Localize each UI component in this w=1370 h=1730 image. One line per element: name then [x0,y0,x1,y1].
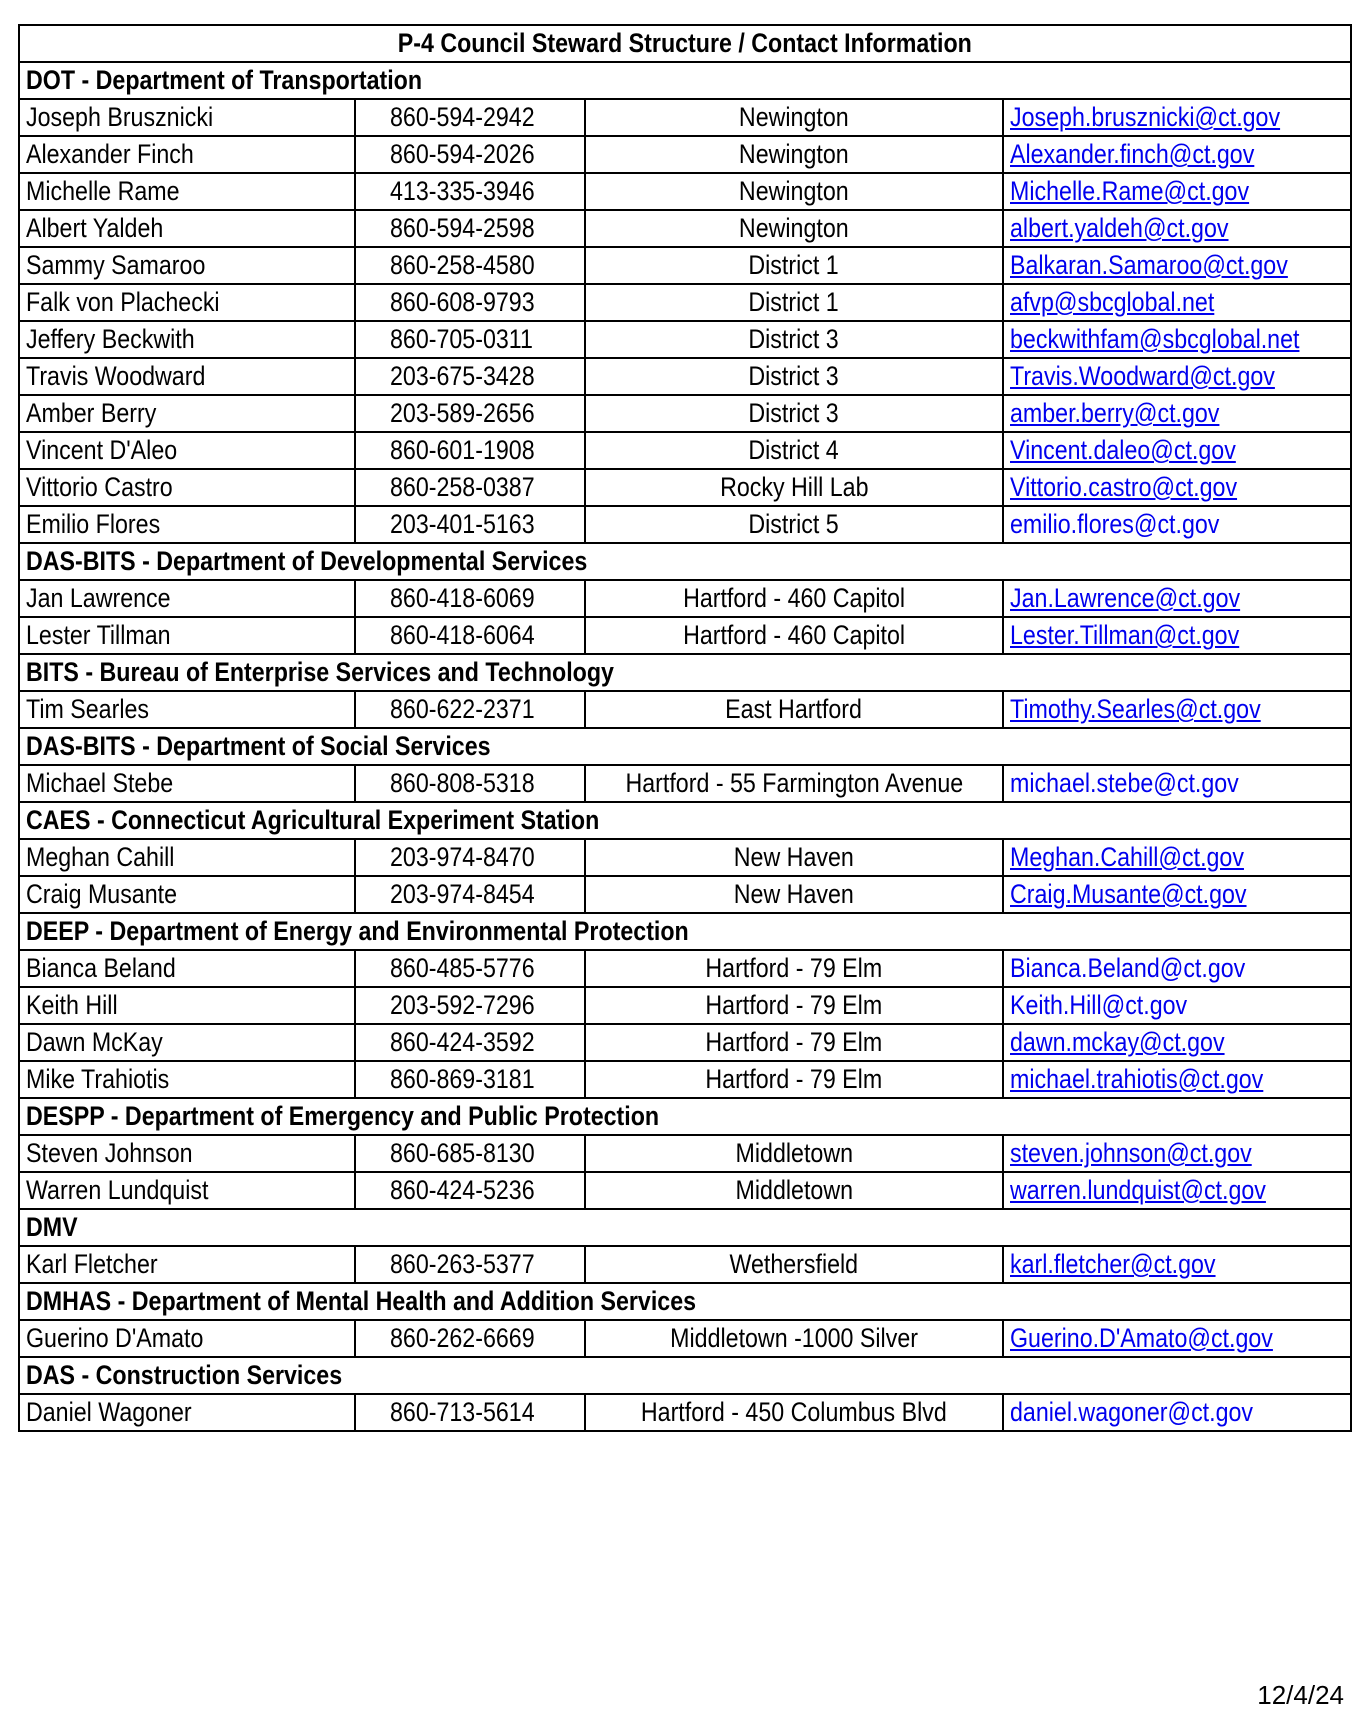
contact-name: Joseph Brusznicki [26,102,214,132]
phone-cell [355,1135,585,1172]
contact-email-link[interactable]: Vincent.daleo@ct.gov [1010,435,1236,465]
contact-row [19,839,1351,876]
section-header-row [19,913,1351,950]
contact-location: Hartford - 450 Columbus Blvd [641,1397,947,1427]
contact-row [19,1320,1351,1357]
contact-location: Hartford - 460 Capitol [683,620,905,650]
contact-email-link[interactable]: Joseph.brusznicki@ct.gov [1010,102,1281,132]
phone-cell [355,765,585,802]
contact-row [19,99,1351,136]
name-cell [19,395,355,432]
contact-phone: 860-594-2598 [390,213,535,243]
contact-location: District 1 [748,250,840,280]
contact-phone: 860-263-5377 [390,1249,535,1279]
name-cell [19,1246,355,1283]
contact-phone: 203-974-8470 [390,842,535,872]
section-heading-cell [19,802,1351,839]
contact-row [19,950,1351,987]
email-cell [1003,136,1351,173]
contact-name: Travis Woodward [26,361,206,391]
section-heading-cell [19,62,1351,99]
contact-phone: 203-401-5163 [390,509,535,539]
phone-cell [355,617,585,654]
contact-phone: 860-418-6064 [390,620,535,650]
table-title: P-4 Council Steward Structure / Contact Information [397,28,973,58]
email-cell [1003,1394,1351,1431]
location-cell [585,876,1003,913]
contact-name: Vittorio Castro [26,472,173,502]
name-cell [19,1172,355,1209]
location-cell [585,580,1003,617]
section-heading: DESPP - Department of Emergency and Public Protection [26,1101,660,1131]
contact-email-link[interactable]: warren.lundquist@ct.gov [1010,1175,1266,1205]
phone-cell [355,1024,585,1061]
section-heading-cell [19,1283,1351,1320]
email-cell [1003,1135,1351,1172]
contact-location: Wethersfield [729,1249,859,1279]
name-cell [19,876,355,913]
location-cell [585,284,1003,321]
section-heading: CAES - Connecticut Agricultural Experiment Station [26,805,600,835]
contact-email-link[interactable]: afvp@sbcglobal.net [1010,287,1215,317]
contact-name: Meghan Cahill [26,842,175,872]
contact-phone: 860-713-5614 [390,1397,535,1427]
location-cell [585,247,1003,284]
section-header-row [19,728,1351,765]
contact-location: Hartford - 460 Capitol [683,583,905,613]
contact-name: Amber Berry [26,398,157,428]
contact-name: Jan Lawrence [26,583,171,613]
contact-location: Hartford - 79 Elm [705,1064,883,1094]
location-cell [585,1394,1003,1431]
contact-row [19,1172,1351,1209]
section-heading: DEEP - Department of Energy and Environmental Protection [26,916,689,946]
contact-location: Hartford - 79 Elm [705,1027,883,1057]
section-header-row [19,62,1351,99]
name-cell [19,1394,355,1431]
contact-name: Karl Fletcher [26,1249,158,1279]
name-cell [19,1024,355,1061]
table-title-cell [19,25,1351,62]
contact-name: Dawn McKay [26,1027,163,1057]
contact-name: Tim Searles [26,694,150,724]
contact-phone: 860-258-4580 [390,250,535,280]
section-heading-cell [19,1357,1351,1394]
name-cell [19,358,355,395]
contact-name: Michael Stebe [26,768,174,798]
contact-email-link[interactable]: michael.stebe@ct.gov [1010,768,1239,798]
phone-cell [355,395,585,432]
email-cell [1003,99,1351,136]
location-cell [585,321,1003,358]
contact-row [19,284,1351,321]
contact-email-link[interactable]: Bianca.Beland@ct.gov [1010,953,1246,983]
location-cell [585,210,1003,247]
contact-name: Michelle Rame [26,176,180,206]
contact-name: Keith Hill [26,990,118,1020]
contact-phone: 860-685-8130 [390,1138,535,1168]
location-cell [585,99,1003,136]
contact-location: New Haven [733,842,855,872]
contact-row [19,173,1351,210]
contact-phone: 203-589-2656 [390,398,535,428]
phone-cell [355,99,585,136]
email-cell [1003,765,1351,802]
contact-email-link[interactable]: Craig.Musante@ct.gov [1010,879,1247,909]
contact-row [19,432,1351,469]
contact-row [19,617,1351,654]
email-cell [1003,950,1351,987]
email-cell [1003,1172,1351,1209]
location-cell [585,1320,1003,1357]
location-cell [585,358,1003,395]
contact-phone: 860-594-2026 [390,139,535,169]
phone-cell [355,1394,585,1431]
section-header-row [19,802,1351,839]
phone-cell [355,321,585,358]
phone-cell [355,284,585,321]
contact-row [19,506,1351,543]
location-cell [585,1061,1003,1098]
contact-phone: 860-424-3592 [390,1027,535,1057]
contact-name: Mike Trahiotis [26,1064,170,1094]
contact-phone: 860-258-0387 [390,472,535,502]
section-heading: DMHAS - Department of Mental Health and Addition Services [26,1286,697,1316]
section-heading: DAS-BITS - Department of Developmental Services [26,546,588,576]
email-cell [1003,358,1351,395]
contact-name: Sammy Samaroo [26,250,206,280]
contact-phone: 860-601-1908 [390,435,535,465]
location-cell [585,136,1003,173]
contact-email-link[interactable]: Keith.Hill@ct.gov [1010,990,1188,1020]
contact-name: Falk von Plachecki [26,287,220,317]
location-cell [585,691,1003,728]
name-cell [19,1135,355,1172]
contact-phone: 860-869-3181 [390,1064,535,1094]
location-cell [585,1172,1003,1209]
email-cell [1003,839,1351,876]
contact-location: Middletown -1000 Silver [670,1323,918,1353]
contact-row [19,987,1351,1024]
name-cell [19,432,355,469]
section-heading-cell [19,913,1351,950]
contact-row [19,358,1351,395]
phone-cell [355,876,585,913]
section-heading-cell [19,654,1351,691]
location-cell [585,506,1003,543]
name-cell [19,136,355,173]
phone-cell [355,1172,585,1209]
contact-location: District 5 [748,509,840,539]
contact-name: Vincent D'Aleo [26,435,178,465]
contact-email-link[interactable]: michael.trahiotis@ct.gov [1010,1064,1264,1094]
section-header-row [19,1283,1351,1320]
email-cell [1003,284,1351,321]
email-cell [1003,987,1351,1024]
name-cell [19,469,355,506]
phone-cell [355,950,585,987]
phone-cell [355,506,585,543]
section-heading-cell [19,1209,1351,1246]
email-cell [1003,1320,1351,1357]
section-header-row [19,1098,1351,1135]
email-cell [1003,173,1351,210]
contact-location: District 3 [748,398,840,428]
contact-phone: 203-974-8454 [390,879,535,909]
section-header-row [19,543,1351,580]
contact-phone: 413-335-3946 [390,176,535,206]
contact-name: Alexander Finch [26,139,194,169]
location-cell [585,987,1003,1024]
contact-email-link[interactable]: albert.yaldeh@ct.gov [1010,213,1229,243]
contact-location: District 4 [748,435,840,465]
name-cell [19,173,355,210]
email-cell [1003,691,1351,728]
phone-cell [355,358,585,395]
contact-email-link[interactable]: dawn.mckay@ct.gov [1010,1027,1225,1057]
section-heading: BITS - Bureau of Enterprise Services and Technology [26,657,614,687]
contact-location: District 1 [748,287,840,317]
email-cell [1003,321,1351,358]
contact-email-link[interactable]: beckwithfam@sbcglobal.net [1010,324,1300,354]
name-cell [19,1320,355,1357]
name-cell [19,321,355,358]
contact-email-link[interactable]: Michelle.Rame@ct.gov [1010,176,1250,206]
contact-location: District 3 [748,324,840,354]
section-heading: DMV [26,1212,78,1242]
phone-cell [355,432,585,469]
contact-name: Craig Musante [26,879,178,909]
contact-location: Rocky Hill Lab [719,472,869,502]
contact-phone: 860-418-6069 [390,583,535,613]
name-cell [19,765,355,802]
location-cell [585,765,1003,802]
contact-phone: 860-808-5318 [390,768,535,798]
contact-email-link[interactable]: Balkaran.Samaroo@ct.gov [1010,250,1288,280]
contact-email-link[interactable]: Guerino.D'Amato@ct.gov [1010,1323,1273,1353]
phone-cell [355,210,585,247]
email-cell [1003,247,1351,284]
email-cell [1003,432,1351,469]
location-cell [585,950,1003,987]
contact-location: Middletown [735,1138,853,1168]
contact-location: Middletown [735,1175,853,1205]
contact-row [19,1394,1351,1431]
contact-email-link[interactable]: Lester.Tillman@ct.gov [1010,620,1240,650]
contact-email-link[interactable]: amber.berry@ct.gov [1010,398,1220,428]
phone-cell [355,1320,585,1357]
contact-email-link[interactable]: Vittorio.castro@ct.gov [1010,472,1238,502]
location-cell [585,395,1003,432]
contact-location: Newington [739,176,849,206]
name-cell [19,284,355,321]
contact-phone: 860-262-6669 [390,1323,535,1353]
title-row [19,25,1351,62]
section-heading-cell [19,728,1351,765]
contact-row [19,469,1351,506]
section-header-row [19,1209,1351,1246]
contact-location: Newington [739,102,849,132]
location-cell [585,432,1003,469]
contact-email-link[interactable]: Alexander.finch@ct.gov [1010,139,1255,169]
contact-email-link[interactable]: daniel.wagoner@ct.gov [1010,1397,1254,1427]
contact-row [19,395,1351,432]
contact-location: Hartford - 79 Elm [705,953,883,983]
contact-row [19,1024,1351,1061]
phone-cell [355,1246,585,1283]
contact-email-link[interactable]: emilio.flores@ct.gov [1010,509,1220,539]
email-cell [1003,580,1351,617]
contact-row [19,1135,1351,1172]
contact-email-link[interactable]: Timothy.Searles@ct.gov [1010,694,1261,724]
contact-email-link[interactable]: karl.fletcher@ct.gov [1010,1249,1216,1279]
email-cell [1003,1061,1351,1098]
contact-name: Daniel Wagoner [26,1397,192,1427]
contact-row [19,1061,1351,1098]
contact-name: Warren Lundquist [26,1175,209,1205]
section-heading-cell [19,1098,1351,1135]
footer-date: 12/4/24 [1257,1680,1344,1710]
phone-cell [355,987,585,1024]
email-cell [1003,876,1351,913]
location-cell [585,617,1003,654]
phone-cell [355,136,585,173]
email-cell [1003,210,1351,247]
section-heading: DAS - Construction Services [26,1360,343,1390]
contact-row [19,765,1351,802]
location-cell [585,839,1003,876]
contact-location: Hartford - 79 Elm [705,990,883,1020]
contact-location: Hartford - 55 Farmington Avenue [625,768,963,798]
steward-table-body [19,25,1351,1431]
contact-row [19,210,1351,247]
section-heading: DAS-BITS - Department of Social Services [26,731,491,761]
email-cell [1003,1024,1351,1061]
contact-email-link[interactable]: Jan.Lawrence@ct.gov [1010,583,1241,613]
contact-email-link[interactable]: Meghan.Cahill@ct.gov [1010,842,1244,872]
section-heading: DOT - Department of Transportation [26,65,423,95]
contact-row [19,580,1351,617]
name-cell [19,247,355,284]
contact-phone: 860-608-9793 [390,287,535,317]
name-cell [19,99,355,136]
phone-cell [355,173,585,210]
location-cell [585,1024,1003,1061]
location-cell [585,1135,1003,1172]
contact-row [19,691,1351,728]
contact-name: Bianca Beland [26,953,176,983]
email-cell [1003,617,1351,654]
contact-row [19,247,1351,284]
name-cell [19,580,355,617]
steward-contact-table [18,24,1352,1432]
phone-cell [355,247,585,284]
name-cell [19,839,355,876]
email-cell [1003,1246,1351,1283]
contact-phone: 860-424-5236 [390,1175,535,1205]
email-cell [1003,395,1351,432]
name-cell [19,987,355,1024]
email-cell [1003,469,1351,506]
phone-cell [355,691,585,728]
email-cell [1003,506,1351,543]
contact-phone: 860-705-0311 [390,324,533,354]
contact-location: Newington [739,139,849,169]
phone-cell [355,469,585,506]
contact-name: Jeffery Beckwith [26,324,195,354]
contact-name: Emilio Flores [26,509,161,539]
section-header-row [19,654,1351,691]
contact-name: Steven Johnson [26,1138,193,1168]
name-cell [19,617,355,654]
contact-phone: 203-592-7296 [390,990,535,1020]
location-cell [585,173,1003,210]
contact-row [19,136,1351,173]
contact-email-link[interactable]: Travis.Woodward@ct.gov [1010,361,1275,391]
section-header-row [19,1357,1351,1394]
contact-row [19,876,1351,913]
contact-phone: 860-485-5776 [390,953,535,983]
contact-phone: 860-594-2942 [390,102,535,132]
contact-row [19,1246,1351,1283]
contact-phone: 203-675-3428 [390,361,535,391]
phone-cell [355,839,585,876]
contact-email-link[interactable]: steven.johnson@ct.gov [1010,1138,1252,1168]
name-cell [19,950,355,987]
contact-row [19,321,1351,358]
location-cell [585,1246,1003,1283]
contact-name: Guerino D'Amato [26,1323,204,1353]
contact-location: New Haven [733,879,855,909]
phone-cell [355,580,585,617]
section-heading-cell [19,543,1351,580]
location-cell [585,469,1003,506]
contact-location: Newington [739,213,849,243]
name-cell [19,1061,355,1098]
name-cell [19,691,355,728]
name-cell [19,506,355,543]
name-cell [19,210,355,247]
contact-phone: 860-622-2371 [390,694,535,724]
phone-cell [355,1061,585,1098]
contact-name: Lester Tillman [26,620,171,650]
contact-location: District 3 [748,361,840,391]
contact-location: East Hartford [725,694,863,724]
contact-name: Albert Yaldeh [26,213,164,243]
